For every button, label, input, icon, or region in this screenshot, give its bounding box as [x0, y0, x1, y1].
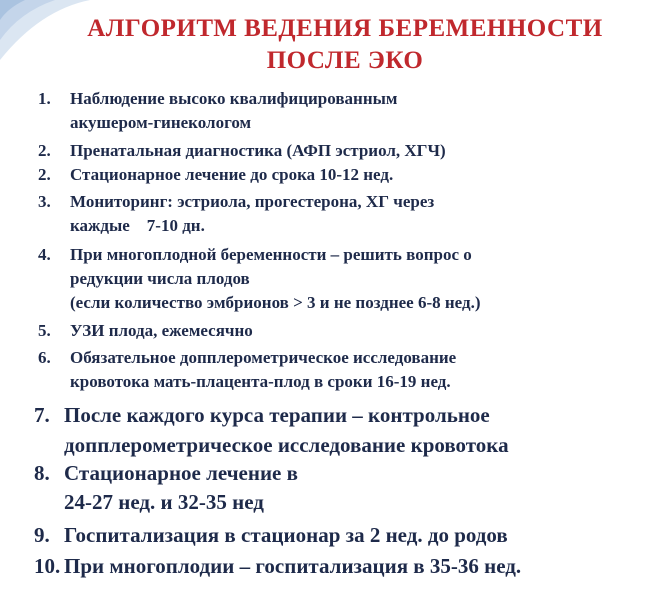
item-text-line: каждые 7-10 дн.	[70, 216, 205, 235]
item-text-line: Госпитализация в стационар за 2 нед. до родов	[64, 523, 508, 547]
item-number: 2.	[38, 165, 51, 184]
item-number: 5.	[38, 321, 51, 340]
item-number: 10.	[34, 554, 61, 578]
item-number: 6.	[38, 348, 51, 367]
slide-title-line-1: АЛГОРИТМ ВЕДЕНИЯ БЕРЕМЕННОСТИ	[87, 15, 603, 42]
item-text-line: кровотока мать-плацента-плод в сроки 16-19 нед.	[70, 372, 451, 391]
item-number: 2.	[38, 141, 51, 160]
item-text-line: При многоплодии – госпитализация в 35-36 нед.	[64, 554, 522, 578]
item-number: 7.	[34, 403, 50, 427]
item-text-line: Стационарное лечение до срока 10-12 нед.	[70, 165, 394, 184]
item-text-line: Стационарное лечение в	[64, 461, 298, 485]
item-text-line: Пренатальная диагностика (АФП эстриол, ХГЧ)	[70, 141, 446, 160]
item-text-line: При многоплодной беременности – решить вопрос о	[70, 245, 472, 264]
item-text-line: После каждого курса терапии – контрольное	[64, 403, 490, 427]
item-number: 4.	[38, 245, 51, 264]
item-text-line: допплерометрическое исследование кровотока	[64, 433, 509, 457]
item-text-line: редукции числа плодов	[70, 269, 250, 288]
item-number: 3.	[38, 192, 51, 211]
slide-title-line-2: ПОСЛЕ ЭКО	[266, 47, 424, 74]
item-text-line: (если количество эмбрионов > 3 и не позднее 6-8 нед.)	[70, 293, 481, 312]
item-number: 8.	[34, 461, 50, 485]
item-text-line: акушером-гинекологом	[70, 113, 252, 132]
item-number: 1.	[38, 89, 51, 108]
item-text-line: Наблюдение высоко квалифицированным	[70, 89, 398, 108]
item-text-line: 24-27 нед. и 32-35 нед	[64, 490, 264, 514]
item-number: 9.	[34, 523, 50, 547]
item-text-line: Обязательное допплерометрическое исследование	[70, 348, 457, 367]
item-text-line: Мониторинг: эстриола, прогестерона, ХГ через	[70, 192, 435, 211]
item-text-line: УЗИ плода, ежемесячно	[70, 321, 253, 340]
